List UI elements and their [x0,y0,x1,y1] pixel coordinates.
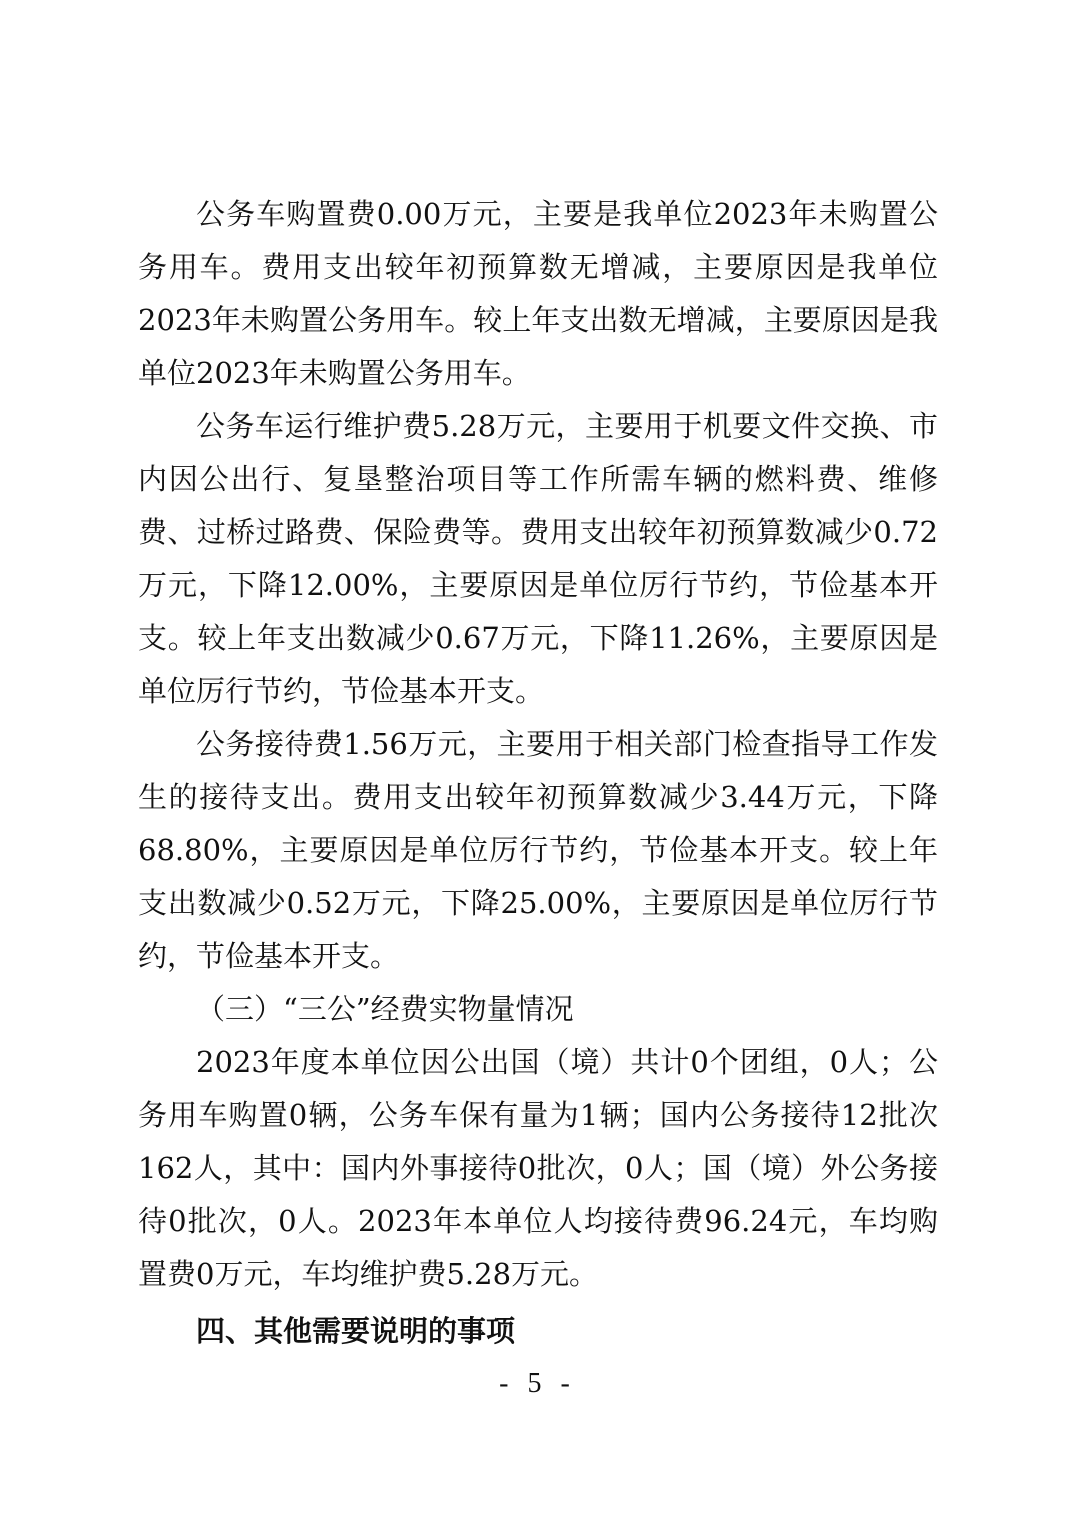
sub-heading-quantity: （三）“三公”经费实物量情况 [196,992,574,1026]
paragraph-vehicle-maintenance: 公务车运行维护费5.28万元，主要用于机要文件交换、市内因公出行、复垦整治项目等工作所需车辆的燃料费、维修费、过桥过路费、保险费等。费用支出较年初预算数减少0.72万元，下降12.00%，主要原因是单位厉行节约，节俭基本开支。较上年支出数减少0.67万元，下降11.26%，主要原因是单位厉行节约，节俭基本开支。 [138,409,938,708]
page-number: - 5 - [499,1368,576,1399]
body-text [138,188,938,1358]
paragraph-vehicle-purchase: 公务车购置费0.00万元，主要是我单位2023年未购置公务用车。费用支出较年初预算数无增减，主要原因是我单位2023年未购置公务用车。较上年支出数无增减，主要原因是我单位2023年未购置公务用车。 [138,197,938,390]
paragraph-reception: 公务接待费1.56万元，主要用于相关部门检查指导工作发生的接待支出。费用支出较年初预算数减少3.44万元，下降68.80%，主要原因是单位厉行节约，节俭基本开支。较上年支出数减少0.52万元，下降25.00%，主要原因是单位厉行节约，节俭基本开支。 [138,727,938,973]
paragraph-quantity: 2023年度本单位因公出国（境）共计0个团组，0人；公务用车购置0辆，公务车保有量为1辆；国内公务接待12批次162人，其中：国内外事接待0批次，0人；国（境）外公务接待0批次，0人。2023年本单位人均接待费96.24元，车均购置费0万元，车均维护费5.28万元。 [138,1045,938,1291]
section-heading: 四、其他需要说明的事项 [196,1314,516,1348]
